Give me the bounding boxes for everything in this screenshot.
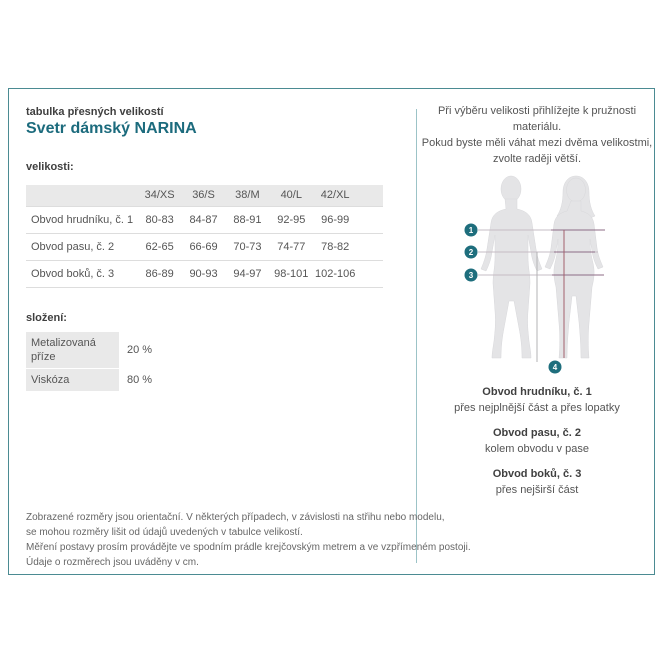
table-row-waist xyxy=(26,233,383,260)
size-value: 86-89 xyxy=(138,260,182,287)
row-label: Obvod pasu, č. 2 xyxy=(26,233,138,260)
size-table-spacer xyxy=(357,260,383,287)
size-value: 90-93 xyxy=(182,260,226,287)
size-value: 102-106 xyxy=(313,260,357,287)
material-name: Viskóza xyxy=(26,369,119,391)
size-table-corner-cell xyxy=(26,185,138,206)
size-value: 84-87 xyxy=(182,206,226,233)
male-silhouette-icon xyxy=(481,176,542,358)
female-silhouette-icon xyxy=(545,176,603,358)
size-value: 80-83 xyxy=(138,206,182,233)
row-label: Obvod hrudníku, č. 1 xyxy=(26,206,138,233)
material-name: Metalizovaná příze xyxy=(26,332,119,368)
size-table-spacer xyxy=(357,206,383,233)
footnote-line: se mohou rozměry lišit od údajů uvedených v tabulce velikostí. xyxy=(26,527,303,538)
advice-line: zvolte raději větší. xyxy=(492,153,582,165)
size-column-header: 34/XS xyxy=(138,185,182,206)
vertical-divider xyxy=(416,109,417,563)
size-value: 96-99 xyxy=(313,206,357,233)
measurement-title: Obvod pasu, č. 2 xyxy=(492,427,582,439)
svg-text:2: 2 xyxy=(468,248,474,257)
marker-1 xyxy=(465,224,478,237)
product-title: Svetr dámský NARINA xyxy=(26,120,197,137)
size-value: 88-91 xyxy=(225,206,269,233)
footnote xyxy=(26,510,471,570)
size-chart-panel xyxy=(8,88,655,575)
marker-2 xyxy=(465,246,478,259)
measurement-title: Obvod boků, č. 3 xyxy=(492,468,582,480)
svg-text:1: 1 xyxy=(468,226,474,235)
composition-row xyxy=(26,332,152,368)
size-value: 98-101 xyxy=(269,260,313,287)
size-column-header: 38/M xyxy=(225,185,269,206)
measurement-title: Obvod hrudníku, č. 1 xyxy=(482,386,592,398)
size-column-header: 36/S xyxy=(182,185,226,206)
size-table-spacer xyxy=(357,233,383,260)
size-value: 78-82 xyxy=(313,233,357,260)
measurement-item xyxy=(418,386,656,414)
size-column-header: 42/XL xyxy=(313,185,357,206)
svg-text:4: 4 xyxy=(552,363,558,372)
size-column-header: 40/L xyxy=(269,185,313,206)
measurement-description: přes nejširší část xyxy=(495,484,579,496)
measurement-description: kolem obvodu v pase xyxy=(485,443,589,455)
advice-line: Při výběru velikosti přihlížejte k pružnosti materiálu. xyxy=(437,105,637,133)
size-advice xyxy=(418,103,656,167)
footnote-line: Měření postavy prosím provádějte ve spodním prádle krejčovským metrem a ve vzpřímeném postoji. xyxy=(26,542,471,553)
row-label: Obvod boků, č. 3 xyxy=(26,260,138,287)
size-value: 74-77 xyxy=(269,233,313,260)
body-measurement-diagram xyxy=(458,163,633,378)
measurement-item xyxy=(418,427,656,455)
measurement-item xyxy=(418,468,656,496)
size-value: 70-73 xyxy=(225,233,269,260)
measurement-legend xyxy=(418,386,656,509)
size-value: 66-69 xyxy=(182,233,226,260)
table-row-hips xyxy=(26,260,383,287)
size-value: 94-97 xyxy=(225,260,269,287)
footnote-line: Údaje o rozměrech jsou uváděny v cm. xyxy=(26,557,199,568)
footnote-line: Zobrazené rozměry jsou orientační. V některých případech, v závislosti na střihu nebo modelu, xyxy=(26,512,445,523)
size-value: 92-95 xyxy=(269,206,313,233)
composition-row xyxy=(26,369,152,391)
material-percent: 80 % xyxy=(127,374,153,386)
sizes-section-label: velikosti: xyxy=(26,161,74,173)
size-table-header-row xyxy=(26,185,383,206)
table-eyebrow: tabulka přesných velikostí xyxy=(26,106,164,118)
table-row-chest xyxy=(26,206,383,233)
size-table xyxy=(26,185,383,288)
advice-line: Pokud byste měli váhat mezi dvěma velikostmi, xyxy=(421,137,653,149)
marker-3 xyxy=(465,269,478,282)
size-value: 62-65 xyxy=(138,233,182,260)
material-percent: 20 % xyxy=(127,344,153,356)
marker-4 xyxy=(549,361,562,374)
measurement-description: přes nejplnější část a přes lopatky xyxy=(454,402,620,414)
size-table-spacer xyxy=(357,185,383,206)
svg-text:3: 3 xyxy=(468,271,474,280)
composition-table xyxy=(26,332,152,392)
composition-section-label: složení: xyxy=(26,312,67,324)
